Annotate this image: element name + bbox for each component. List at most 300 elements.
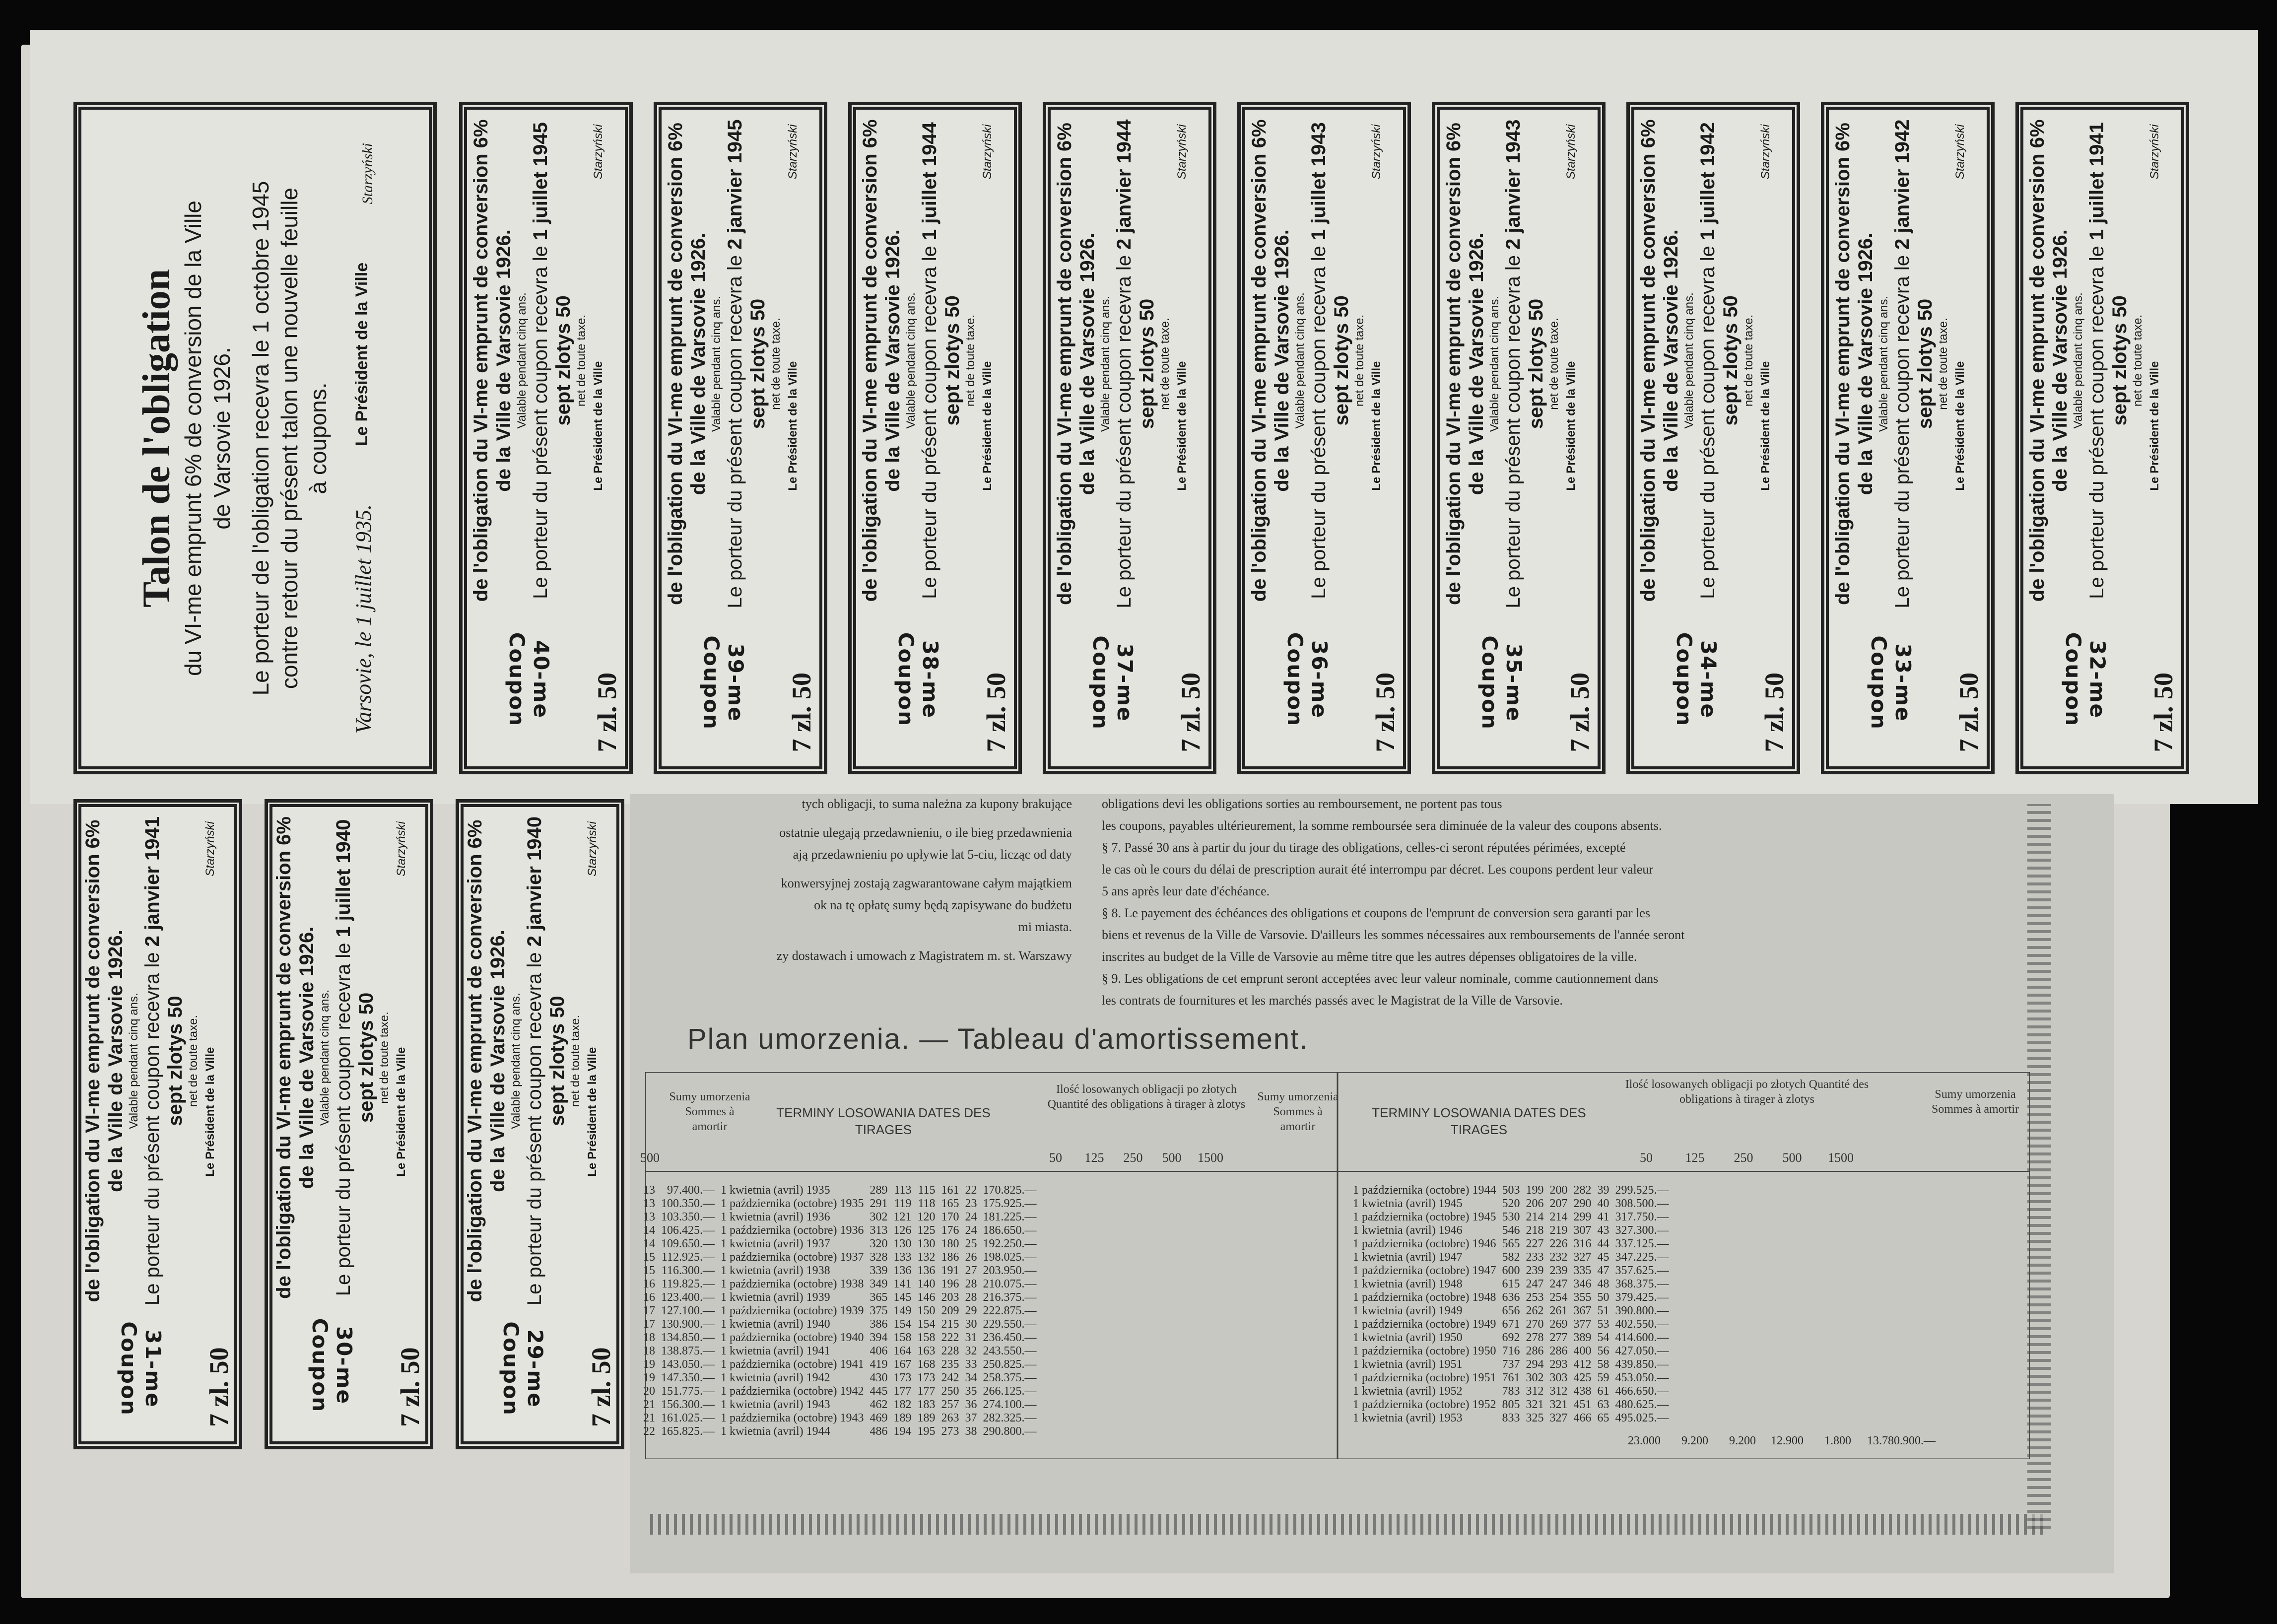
table-cell: 115 (918, 1184, 936, 1197)
table-cell: 239 (1549, 1264, 1568, 1277)
table-row (640, 1224, 1040, 1237)
table-cell: 103.350.— (661, 1211, 715, 1223)
table-cell: 163 (917, 1345, 936, 1357)
table-cell: 274.100.— (983, 1398, 1037, 1411)
table-cell: 530 (1502, 1211, 1520, 1223)
table-cell: 462 (870, 1398, 888, 1411)
coupon-name: 36-me Coupon (1283, 632, 1332, 727)
coupon-amount: 7 zl. 50 (981, 672, 1011, 752)
table-cell: 43 (1597, 1224, 1609, 1237)
table-cell: 182 (893, 1398, 912, 1411)
coupon-name: 34-me Coupon (1672, 632, 1721, 727)
table-cell: 214 (1549, 1211, 1568, 1223)
table-cell: 412 (1573, 1358, 1592, 1371)
table-cell: 222 (941, 1331, 959, 1344)
table-cell: 189 (917, 1412, 936, 1424)
table-cell: 1 kwietnia (avril) 1938 (721, 1264, 830, 1277)
table-cell: 134.850.— (661, 1331, 715, 1344)
table-cell: 161.025.— (661, 1412, 715, 1424)
table-cell: 294 (1526, 1358, 1544, 1371)
table-cell: 195 (917, 1425, 936, 1438)
table-cell: 14 (643, 1224, 655, 1237)
table-cell: 386 (870, 1318, 888, 1331)
coupon-name: 38-me Coupon (894, 632, 942, 727)
table-cell: 247 (1549, 1278, 1568, 1290)
table-cell: 273 (941, 1425, 959, 1438)
table-cell: 130.900.— (661, 1318, 715, 1331)
table-cell: 200 (1549, 1184, 1568, 1197)
header-terminy2: TERMINY LOSOWANIA DATES DES TIRAGES (1372, 1105, 1586, 1137)
table-cell: 218 (1526, 1224, 1544, 1237)
table-cell: 20 (643, 1385, 655, 1398)
table-cell: 257 (941, 1398, 959, 1411)
coupon-signature: Starzyński (203, 821, 217, 877)
table-cell: 180 (941, 1237, 959, 1250)
table-cell: 263 (941, 1412, 959, 1424)
coupon-receive-text: Le porteur du présent coupon recevra le (1113, 255, 1135, 609)
table-cell: 112.925.— (661, 1251, 715, 1264)
table-cell: 293 (1549, 1358, 1568, 1371)
table-cell: 47 (1597, 1264, 1609, 1277)
table-cell: 254 (1549, 1291, 1568, 1304)
coupon-line: de la Ville de Varsovie 1926. (296, 926, 318, 1189)
table-row (1350, 1398, 1672, 1412)
table-row (640, 1331, 1040, 1345)
table-row (640, 1264, 1040, 1278)
table-cell: 28 (965, 1278, 977, 1290)
coupon-date: 2 janvier 1940 (524, 816, 545, 947)
table-cell: 61 (1597, 1385, 1609, 1398)
coupon-validity: Valable pendant cinq ans. (1682, 292, 1696, 429)
table-cell: 495.025.— (1615, 1412, 1669, 1424)
table-cell: 427.050.— (1615, 1345, 1669, 1357)
table-row (640, 1304, 1040, 1318)
coupon-amount-words: sept zlotys 50 (164, 996, 186, 1126)
table-row (640, 1211, 1040, 1224)
coupon-stub (659, 107, 822, 769)
header-sumy2: Sumy umorzenia Sommes à amortir (1257, 1090, 1339, 1133)
table-cell: 1 października (octobre) 1946 (1353, 1237, 1496, 1250)
table-cell: 136 (917, 1264, 936, 1277)
talon-line: à coupons. (305, 382, 331, 494)
table-cell: 737 (1502, 1358, 1520, 1371)
table-cell: 302 (1526, 1371, 1544, 1384)
table-cell: 164 (893, 1345, 912, 1357)
table-cell: 120 (917, 1211, 936, 1223)
table-cell: 53 (1597, 1318, 1609, 1331)
table-cell: 145 (893, 1291, 912, 1304)
table-cell: 31 (965, 1331, 977, 1344)
table-cell: 278 (1526, 1331, 1544, 1344)
coupon-line (1696, 119, 1719, 602)
table-cell: 130 (893, 1237, 912, 1250)
coupon-net: net de toute taxe. (1937, 317, 1950, 410)
table-cell: 138.875.— (661, 1345, 715, 1357)
coupon-president: Le Président de la Ville (1953, 361, 1967, 491)
table-cell: 1 kwietnia (avril) 1941 (721, 1345, 830, 1357)
table-cell: 45 (1597, 1251, 1609, 1264)
table-cell: 430 (870, 1371, 888, 1384)
coupon-line: de l'obligation du VI-me emprunt de conversion 6% (859, 119, 881, 602)
coupon-net: net de toute taxe. (569, 1015, 582, 1107)
coupon-date: 2 janvier 1941 (141, 816, 163, 947)
french-paragraph-line: obligations devi les obligations sorties au remboursement, ne portent pas tous (1102, 797, 1502, 811)
table-cell: 1 października (octobre) 1936 (721, 1224, 864, 1237)
table-cell: 346 (1573, 1278, 1592, 1290)
coupon-line (1307, 119, 1330, 602)
coupon-signature: Starzyński (2148, 124, 2161, 179)
coupon-line: de l'obligation du VI-me emprunt de conversion 6% (1248, 119, 1270, 602)
table-cell: 321 (1526, 1398, 1544, 1411)
table-cell: 214 (1526, 1211, 1544, 1223)
table-cell: 143.050.— (661, 1358, 715, 1371)
table-row (1350, 1291, 1672, 1304)
coupon-line (1502, 119, 1525, 608)
coupon-amount-words: sept zlotys 50 (355, 992, 377, 1123)
table-cell: 289 (870, 1184, 888, 1197)
table-cell: 209 (941, 1304, 959, 1317)
table-cell: 170.825.— (983, 1184, 1037, 1197)
table-cell: 22 (643, 1425, 655, 1438)
coupon-line: de l'obligation du VI-me emprunt de conversion 6% (2026, 119, 2048, 602)
coupon-stub (1242, 107, 1406, 769)
table-cell: 377 (1573, 1318, 1592, 1331)
table-cell: 466.650.— (1615, 1385, 1669, 1398)
coupon-date: 1 juillet 1941 (2086, 122, 2108, 240)
table-cell: 1 kwietnia (avril) 1953 (1353, 1412, 1463, 1424)
coupon-line: de l'obligation du VI-me emprunt de conversion 6% (1832, 122, 1854, 605)
coupon-amount: 7 zl. 50 (395, 1347, 425, 1427)
polish-paragraph-line: konwersyjnej zostają zagwarantowane całym majątkiem (781, 876, 1072, 890)
coupon-amount-words: sept zlotys 50 (1136, 298, 1158, 429)
french-paragraph-line: 5 ans après leur date d'échéance. (1102, 884, 1270, 898)
coupon-name: 30-me Coupon (308, 1318, 356, 1413)
table-cell: 316 (1573, 1237, 1592, 1250)
table-cell: 414.600.— (1615, 1331, 1669, 1344)
header-ilosc2: Ilość losowanych obligacji po złotych Quantité des obligations à tirager à zlotys (1625, 1078, 1869, 1106)
french-paragraph-line: inscrites au budget de la Ville de Varsovie au même titre que les autres dépenses obligatoires de la ville. (1102, 949, 1637, 964)
table-cell: 390.800.— (1615, 1304, 1669, 1317)
table-cell: 13 (643, 1211, 655, 1223)
table-cell: 600 (1502, 1264, 1520, 1277)
table-cell: 321 (1549, 1398, 1568, 1411)
coupon-date: 1 juillet 1943 (1308, 122, 1330, 240)
coupon-amount: 7 zl. 50 (1565, 672, 1595, 752)
table-row (640, 1291, 1040, 1304)
table-cell: 480.625.— (1615, 1398, 1669, 1411)
table-row (640, 1425, 1040, 1438)
table-cell: 1 października (octobre) 1947 (1353, 1264, 1496, 1277)
table-cell: 269 (1549, 1318, 1568, 1331)
talon-line: de Varsovie 1926. (209, 346, 235, 530)
denomination-row-right (1628, 1150, 1859, 1165)
table-cell: 24 (965, 1224, 977, 1237)
table-cell: 15 (643, 1264, 655, 1277)
table-row (1350, 1318, 1672, 1331)
coupon-signature: Starzyński (786, 124, 800, 179)
table-cell: 1 października (octobre) 1944 (1353, 1184, 1496, 1197)
table-cell: 183 (917, 1398, 936, 1411)
coupon-date: 1 juillet 1945 (530, 122, 551, 240)
table-row (640, 1398, 1040, 1412)
coupon-validity: Valable pendant cinq ans. (710, 295, 723, 432)
table-cell: 113 (894, 1184, 912, 1197)
coupon-line: de l'obligation du VI-me emprunt de conversion 6% (82, 819, 104, 1302)
table-cell: 121 (893, 1211, 912, 1223)
coupon-amount: 7 zl. 50 (1954, 672, 1984, 752)
table-cell: 503 (1502, 1184, 1520, 1197)
table-cell: 312 (1526, 1385, 1544, 1398)
table-cell: 469 (870, 1412, 888, 1424)
table-cell: 130 (917, 1237, 936, 1250)
table-cell: 186.650.— (983, 1224, 1037, 1237)
coupon-validity: Valable pendant cinq ans. (2072, 292, 2085, 429)
table-cell: 34 (965, 1371, 977, 1384)
table-cell: 262 (1526, 1304, 1544, 1317)
table-cell: 1 kwietnia (avril) 1942 (721, 1371, 830, 1384)
table-cell: 210.075.— (983, 1278, 1037, 1290)
coupon-validity: Valable pendant cinq ans. (318, 989, 332, 1126)
coupon-receive-text: Le porteur du présent coupon recevra le (724, 255, 746, 609)
coupon-line: de la Ville de Varsovie 1926. (1855, 232, 1876, 495)
coupon-line: de l'obligation du VI-me emprunt de conversion 6% (1637, 119, 1659, 602)
table-cell: 445 (870, 1385, 888, 1398)
table-cell: 136 (893, 1264, 912, 1277)
table-cell: 1 kwietnia (avril) 1935 (721, 1184, 830, 1197)
table-cell: 355 (1573, 1291, 1592, 1304)
french-paragraph-line: § 9. Les obligations de cet emprunt seront acceptées avec leur valeur nominale, comme cautionnement dans (1102, 971, 1659, 986)
table-cell: 158 (893, 1331, 912, 1344)
table-cell: 1 kwietnia (avril) 1951 (1353, 1358, 1463, 1371)
table-cell: 191 (941, 1264, 959, 1277)
table-cell: 290 (1573, 1197, 1592, 1210)
table-cell: 156.300.— (661, 1398, 715, 1411)
coupon-net: net de toute taxe. (378, 1012, 391, 1104)
header-terminy: TERMINY LOSOWANIA DATES DES TIRAGES (776, 1105, 991, 1137)
coupon-amount-words: sept zlotys 50 (1525, 298, 1547, 429)
table-cell: 228 (941, 1345, 959, 1357)
coupon-stub (461, 804, 619, 1444)
coupon-signature: Starzyński (395, 821, 408, 877)
denom-500: 500 (1782, 1150, 1802, 1165)
coupon-president: Le Président de la Ville (1564, 361, 1578, 491)
coupon-president: Le Président de la Ville (786, 361, 800, 491)
coupon-name: 29-me Coupon (499, 1321, 547, 1416)
table-cell: 615 (1502, 1278, 1520, 1290)
table-cell: 18 (643, 1331, 655, 1344)
polish-paragraph-line: zy dostawach i umowach z Magistratem m. st. Warszawy (776, 948, 1072, 963)
table-cell: 219 (1549, 1224, 1568, 1237)
table-cell: 22 (965, 1184, 977, 1197)
table-cell: 13 (643, 1184, 655, 1197)
table-cell: 149 (893, 1304, 912, 1317)
table-cell: 337.125.— (1615, 1237, 1669, 1250)
coupon-stub (1437, 107, 1601, 769)
table-cell: 438 (1573, 1385, 1592, 1398)
table-row (1350, 1278, 1672, 1291)
table-cell: 466 (1573, 1412, 1592, 1424)
table-totals (1618, 1434, 1936, 1448)
table-row (640, 1345, 1040, 1358)
coupon-net: net de toute taxe. (187, 1015, 200, 1107)
table-cell: 17 (643, 1304, 655, 1317)
coupon-line: de la Ville de Varsovie 1926. (687, 232, 709, 495)
table-cell: 1 kwietnia (avril) 1945 (1353, 1197, 1463, 1210)
table-cell: 335 (1573, 1264, 1592, 1277)
table-cell: 32 (965, 1345, 977, 1357)
table-cell: 357.625.— (1615, 1264, 1669, 1277)
coupon-net: net de toute taxe. (964, 314, 977, 406)
table-cell: 233 (1526, 1251, 1544, 1264)
table-cell: 235 (941, 1358, 959, 1371)
table-row (1350, 1331, 1672, 1345)
coupon-line (2085, 119, 2108, 602)
table-cell: 97.400.— (667, 1184, 715, 1197)
table-cell: 1 października (octobre) 1939 (721, 1304, 864, 1317)
table-cell: 1 października (octobre) 1940 (721, 1331, 864, 1344)
coupon-amount-words: sept zlotys 50 (1331, 295, 1352, 426)
table-cell: 167 (893, 1358, 912, 1371)
table-cell: 582 (1502, 1251, 1520, 1264)
table-cell: 258.375.— (983, 1371, 1037, 1384)
coupon-president: Le Président de la Ville (981, 361, 994, 491)
coupon-name: 31-me Coupon (117, 1321, 165, 1416)
table-cell: 425 (1573, 1371, 1592, 1384)
denomination-row-left (1040, 1150, 1226, 1165)
table-cell: 286 (1549, 1345, 1568, 1357)
table-cell: 451 (1573, 1398, 1592, 1411)
total-cell: 9.200 (1729, 1434, 1756, 1447)
table-cell: 44 (1597, 1237, 1609, 1250)
table-cell: 16 (643, 1291, 655, 1304)
coupon-validity: Valable pendant cinq ans. (904, 292, 918, 429)
table-cell: 1 kwietnia (avril) 1944 (721, 1425, 830, 1438)
coupon-signature: Starzyński (1175, 124, 1189, 179)
talon-stub (78, 107, 432, 769)
table-cell: 40 (1597, 1197, 1609, 1210)
denom-125: 125 (1685, 1150, 1705, 1165)
talon-signature: Starzyński (359, 142, 376, 204)
coupon-president: Le Président de la Ville (1175, 361, 1189, 491)
coupon-validity: Valable pendant cinq ans. (1099, 295, 1112, 432)
table-cell: 28 (965, 1291, 977, 1304)
coupon-line (332, 816, 355, 1299)
coupon-line: de l'obligation du VI-me emprunt de conversion 6% (273, 816, 295, 1299)
french-paragraph-line: § 8. Le payement des échéances des obligations et coupons de l'emprunt de conversion sera garanti par les (1102, 906, 1650, 920)
coupon-line: de l'obligation du VI-me emprunt de conversion 6% (464, 819, 486, 1302)
french-paragraph-line: le cas où le cours du délai de prescription aurait été interrompu par décret. Les coupons perdent leur valeur (1102, 862, 1654, 877)
table-cell: 312 (1549, 1385, 1568, 1398)
table-cell: 1 października (octobre) 1950 (1353, 1345, 1496, 1357)
talon-president: Le Président de la Ville (352, 262, 371, 446)
coupon-stub (853, 107, 1017, 769)
polish-paragraph-line: ostatnie ulegają przedawnieniu, o ile bieg przedawnienia (779, 825, 1072, 840)
table-row (1350, 1358, 1672, 1371)
header-sumy3: Sumy umorzenia Sommes à amortir (1932, 1088, 2019, 1116)
coupon-receive-text: Le porteur du présent coupon recevra le (2086, 245, 2108, 599)
table-cell: 170 (941, 1211, 959, 1223)
coupon-amount-words: sept zlotys 50 (1720, 295, 1741, 426)
table-cell: 261 (1549, 1304, 1568, 1317)
french-paragraph-line: biens et revenus de la Ville de Varsovie. D'ailleurs les sommes nécessaires aux remboursements de l'année seront (1102, 928, 1685, 942)
coupon-receive-text: Le porteur du présent coupon recevra le (530, 245, 551, 599)
table-cell: 14 (643, 1237, 655, 1250)
coupon-signature: Starzyński (981, 124, 994, 179)
coupon-amount: 7 zl. 50 (592, 672, 622, 752)
table-cell: 229.550.— (983, 1318, 1037, 1331)
total-cell: 13.780.900.— (1867, 1434, 1936, 1447)
table-cell: 1 kwietnia (avril) 1952 (1353, 1385, 1463, 1398)
header-ilosc: Ilość losowanych obligacji po złotych Quantité des obligations à tirager à zlotys (1047, 1083, 1246, 1111)
table-cell: 347.225.— (1615, 1251, 1669, 1264)
denom-1500: 1500 (1198, 1150, 1223, 1165)
coupon-amount: 7 zl. 50 (1370, 672, 1400, 752)
table-cell: 327.300.— (1615, 1224, 1669, 1237)
table-cell: 192.250.— (983, 1237, 1037, 1250)
table-cell: 168 (917, 1358, 936, 1371)
table-cell: 199 (1526, 1184, 1544, 1197)
table-cell: 250 (941, 1385, 959, 1398)
table-cell: 1 października (octobre) 1935 (721, 1197, 864, 1210)
table-cell: 16 (643, 1278, 655, 1290)
table-cell: 232 (1549, 1251, 1568, 1264)
table-row (640, 1371, 1040, 1385)
table-cell: 546 (1502, 1224, 1520, 1237)
table-cell: 51 (1597, 1304, 1609, 1317)
talon-line: Le porteur de l'obligation recevra le 1 octobre 1945 (248, 181, 273, 695)
table-cell: 406 (870, 1345, 888, 1357)
table-cell: 299 (1573, 1211, 1592, 1223)
table-cell: 140 (917, 1278, 936, 1290)
french-paragraph-line: les contrats de fournitures et les marchés passés avec le Magistrat de la Ville de Varsovie. (1102, 993, 1563, 1008)
table-cell: 151.775.— (661, 1385, 715, 1398)
table-cell: 27 (965, 1264, 977, 1277)
table-cell: 365 (870, 1291, 888, 1304)
coupon-line: de l'obligation du VI-me emprunt de conversion 6% (665, 122, 686, 605)
table-cell: 1 października (octobre) 1945 (1353, 1211, 1496, 1223)
coupon-president: Le Président de la Ville (395, 1047, 408, 1177)
table-cell: 327 (1573, 1251, 1592, 1264)
table-cell: 327 (1549, 1412, 1568, 1424)
coupon-line: de l'obligation du VI-me emprunt de conversion 6% (470, 119, 492, 602)
coupon-amount: 7 zl. 50 (1176, 672, 1205, 752)
table-cell: 198.025.— (983, 1251, 1037, 1264)
coupon-receive-text: Le porteur du présent coupon recevra le (1502, 255, 1524, 609)
table-row (640, 1251, 1040, 1264)
table-cell: 239 (1526, 1264, 1544, 1277)
table-cell: 207 (1549, 1197, 1568, 1210)
coupon-validity: Valable pendant cinq ans. (1293, 292, 1307, 429)
table-cell: 1 kwietnia (avril) 1947 (1353, 1251, 1463, 1264)
table-cell: 165 (941, 1197, 959, 1210)
table-cell: 394 (870, 1331, 888, 1344)
table-cell: 313 (870, 1224, 888, 1237)
table-cell: 291 (870, 1197, 888, 1210)
coupon-line: de la Ville de Varsovie 1926. (1271, 229, 1293, 492)
table-cell: 18 (643, 1345, 655, 1357)
coupon-stub (2020, 107, 2184, 769)
table-row (640, 1385, 1040, 1398)
coupon-net: net de toute taxe. (769, 317, 783, 410)
table-cell: 203.950.— (983, 1264, 1037, 1277)
table-cell: 299.525.— (1615, 1184, 1669, 1197)
coupon-amount: 7 zl. 50 (204, 1347, 234, 1427)
table-cell: 1 kwietnia (avril) 1949 (1353, 1304, 1463, 1317)
coupon-stub (1631, 107, 1795, 769)
coupon-date: 1 juillet 1940 (333, 819, 354, 938)
table-cell: 656 (1502, 1304, 1520, 1317)
coupon-amount-words: sept zlotys 50 (552, 295, 574, 426)
